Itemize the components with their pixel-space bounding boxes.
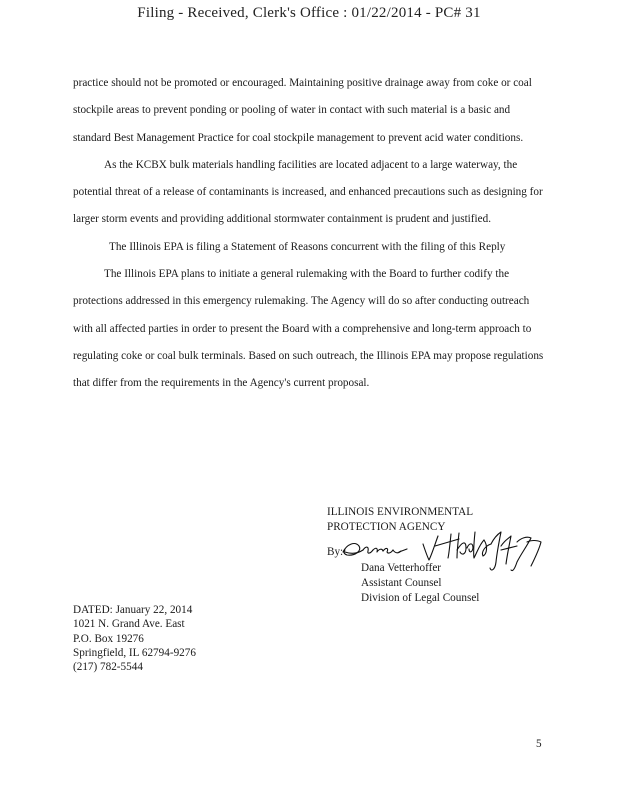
- signer-title: Assistant Counsel: [361, 577, 442, 590]
- document-body: [73, 70, 548, 398]
- signer-division: Division of Legal Counsel: [361, 592, 480, 605]
- address-line: 1021 N. Grand Ave. East: [73, 618, 185, 631]
- address-line: P.O. Box 19276: [73, 632, 144, 645]
- filing-header: Filing - Received, Clerk's Office : 01/22/2014 - PC# 31: [137, 5, 481, 21]
- agency-line: ILLINOIS ENVIRONMENTAL: [327, 506, 474, 518]
- dated-address-block: [73, 603, 196, 674]
- page-number: 5: [536, 738, 542, 750]
- by-label: By:: [327, 546, 344, 558]
- address-line: Springfield, IL 62794-9276: [73, 646, 196, 659]
- agency-line: PROTECTION AGENCY: [327, 521, 446, 533]
- paragraph-drainage: practice should not be promoted or encouraged. Maintaining positive drainage away from coke or coal stockpile areas to prevent ponding or pooling of water in contact with such material is a basic and standard Best Management Practice for coal stockpile management to prevent acid water conditions.: [73, 77, 532, 144]
- dated-line: DATED: January 22, 2014: [73, 604, 193, 616]
- signer-name: Dana Vetterhoffer: [361, 562, 442, 574]
- paragraph-waterway: As the KCBX bulk materials handling facilities are located adjacent to a large waterway, the potential threat of a release of contaminants is increased, and enhanced precautions such as designing for larger storm events and providing additional stormwater containment is prudent and justified.: [73, 158, 543, 226]
- paragraph-general-rulemaking: The Illinois EPA plans to initiate a general rulemaking with the Board to further codify the protections addressed in this emergency rulemaking. The Agency will do so after conducting outreach with all affected parties in order to present the Board with a comprehensive and long-term approach to regulating coke or coal bulk terminals. Based on such outreach, the Illinois EPA may propose regulations that differ from the requirements in the Agency's current proposal.: [73, 268, 544, 390]
- signer-block: [361, 561, 479, 607]
- phone-line: (217) 782-5544: [73, 661, 143, 674]
- paragraph-statement-of-reasons: The Illinois EPA is filing a Statement of Reasons concurrent with the filing of this Reply: [109, 240, 506, 253]
